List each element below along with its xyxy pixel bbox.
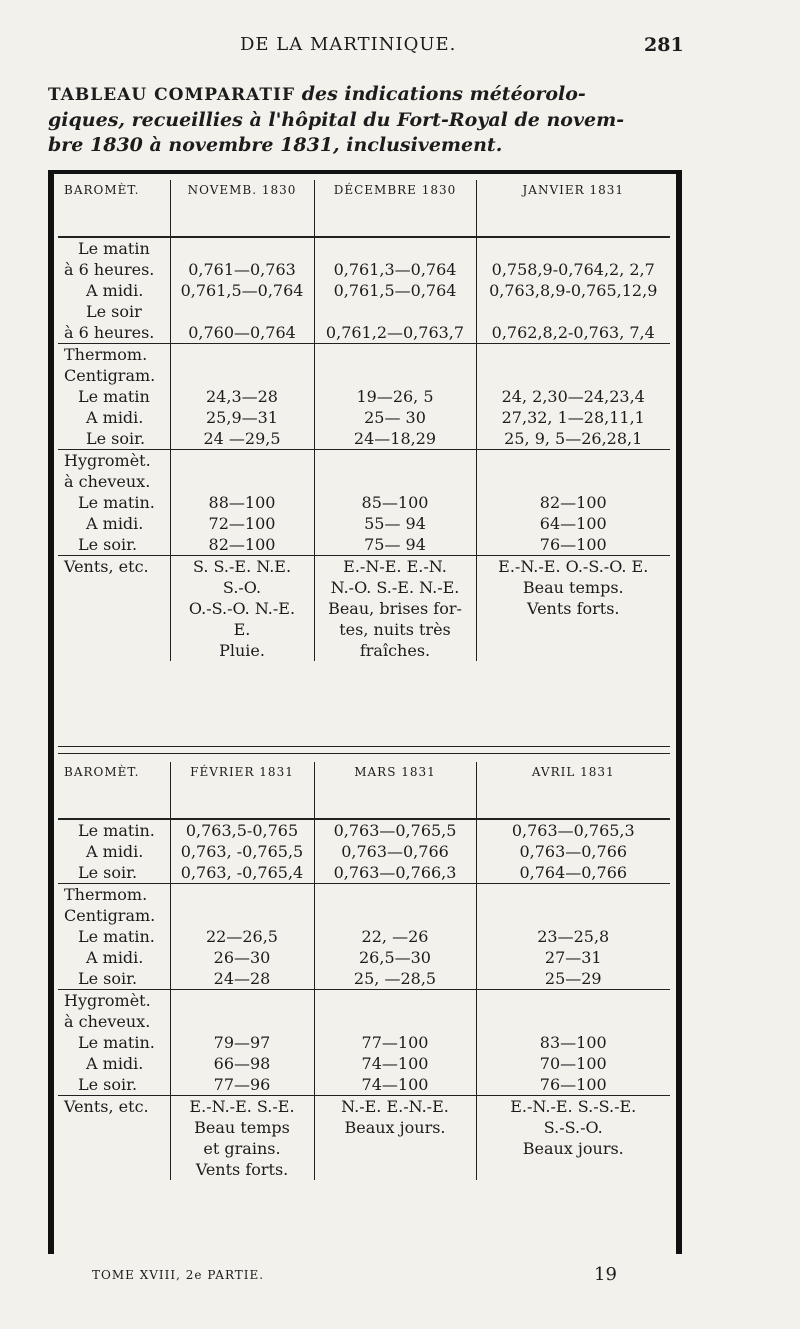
running-head	[0, 34, 800, 64]
hygrometer-month-3	[476, 990, 670, 1096]
winds-group	[58, 1096, 670, 1181]
sheet-number: 19	[594, 1264, 617, 1285]
cell-value: O.-S.-O. N.-E.	[188, 599, 296, 618]
row-label: Thermom.	[64, 885, 148, 904]
cell-value: 0,761,5—0,764	[333, 281, 457, 300]
cell-value: 66—98	[213, 1054, 271, 1073]
winds-month-3	[476, 556, 670, 662]
cell-value: 0,763—0,766,3	[333, 863, 457, 882]
cell-value: E.-N.-E. S.-E.	[189, 1097, 295, 1116]
winds-label	[58, 1096, 170, 1181]
thermometer-group	[58, 884, 670, 990]
cell-value: tes, nuits très	[339, 620, 451, 639]
section-divider	[58, 746, 670, 754]
header-month-1: FÉVRIER 1831	[170, 762, 314, 819]
thermometer-month-3	[476, 884, 670, 990]
cell-value: 24—18,29	[353, 429, 437, 448]
row-label: Centigram.	[64, 366, 156, 385]
cell-value: 27,32, 1—28,11,1	[501, 408, 645, 427]
table-section-1	[58, 180, 670, 661]
header-barometer: BAROMÈT.	[58, 180, 170, 237]
cell-value: 24, 2,30—24,23,4	[501, 387, 645, 406]
row-label: Le matin	[78, 387, 150, 406]
winds-month-1	[170, 1096, 314, 1181]
cell-value: 0,763—0,766	[341, 842, 449, 861]
cell-value: 0,763, -0,765,5	[180, 842, 304, 861]
header-month-3: JANVIER 1831	[476, 180, 670, 237]
hygrometer-month-3	[476, 450, 670, 556]
row-label: A midi.	[86, 1054, 144, 1073]
row-label: A midi.	[86, 514, 144, 533]
row-label: à 6 heures.	[64, 260, 155, 279]
cell-value: 0,763,5-0,765	[185, 821, 299, 840]
header-month-2: MARS 1831	[314, 762, 476, 819]
cell-value: Pluie.	[219, 641, 265, 660]
cell-value: 25—29	[544, 969, 602, 988]
running-title: DE LA MARTINIQUE.	[240, 34, 457, 55]
cell-value: 64—100	[539, 514, 607, 533]
cell-value: 76—100	[539, 1075, 607, 1094]
cell-value: 74—100	[361, 1075, 429, 1094]
cell-value: N.-E. E.-N.-E.	[341, 1097, 449, 1116]
cell-value: 0,762,8,2-0,763, 7,4	[491, 323, 655, 342]
cell-value: 0,763—0,766	[519, 842, 628, 861]
thermometer-month-3	[476, 344, 670, 450]
row-label: A midi.	[86, 948, 144, 967]
cell-value: S.-O.	[222, 578, 262, 597]
table-caption	[48, 82, 708, 158]
header-row	[58, 762, 670, 819]
header-barometer: BAROMÈT.	[58, 762, 170, 819]
barometer-month-3	[476, 819, 670, 884]
cell-value: S. S.-E. N.E.	[192, 557, 292, 576]
hygrometer-month-1	[170, 450, 314, 556]
hygrometer-group	[58, 990, 670, 1096]
cell-value: 72—100	[208, 514, 276, 533]
row-label: à 6 heures.	[64, 323, 155, 342]
cell-value: 76—100	[539, 535, 607, 554]
cell-value: 25— 30	[364, 408, 426, 427]
cell-value: 24—28	[213, 969, 271, 988]
winds-month-2	[314, 1096, 476, 1181]
winds-month-1	[170, 556, 314, 662]
row-label: Le soir.	[78, 1075, 138, 1094]
cell-value: 82—100	[539, 493, 607, 512]
barometer-group	[58, 819, 670, 884]
hygrometer-group	[58, 450, 670, 556]
cell-value: 88—100	[208, 493, 276, 512]
winds-group	[58, 556, 670, 662]
cell-value: 22, —26	[361, 927, 429, 946]
cell-value: 75— 94	[364, 535, 426, 554]
row-label: A midi.	[86, 281, 144, 300]
row-label: A midi.	[86, 842, 144, 861]
barometer-group	[58, 237, 670, 344]
header-row	[58, 180, 670, 237]
row-label: Le soir	[86, 302, 142, 321]
cell-value: 55— 94	[364, 514, 426, 533]
cell-value: 25, —28,5	[353, 969, 437, 988]
row-label: Le soir.	[78, 863, 138, 882]
header-month-3: AVRIL 1831	[476, 762, 670, 819]
row-label: Thermom.	[64, 345, 148, 364]
cell-value: 26—30	[213, 948, 271, 967]
cell-value: 24 —29,5	[203, 429, 281, 448]
row-label: A midi.	[86, 408, 144, 427]
cell-value: 77—96	[213, 1075, 271, 1094]
row-label: Vents, etc.	[64, 557, 149, 576]
thermometer-month-1	[170, 344, 314, 450]
cell-value: 0,763—0,765,5	[333, 821, 457, 840]
thermometer-month-2	[314, 344, 476, 450]
cell-value: 0,760—0,764	[188, 323, 296, 342]
cell-value: E.	[233, 620, 251, 639]
row-label: Hygromèt.	[64, 451, 151, 470]
cell-value: 0,761,2—0,763,7	[325, 323, 465, 342]
cell-value: 83—100	[539, 1033, 607, 1052]
barometer-month-3	[476, 237, 670, 344]
cell-value: 25,9—31	[206, 408, 278, 427]
cell-value: fraîches.	[359, 641, 431, 660]
cell-value: 0,761,3—0,764	[333, 260, 457, 279]
cell-value: 22—26,5	[206, 927, 278, 946]
row-label: Le matin.	[78, 1033, 155, 1052]
winds-label	[58, 556, 170, 662]
cell-value: 79—97	[213, 1033, 271, 1052]
cell-value: E.-N.-E. O.-S.-O. E.	[498, 557, 649, 576]
cell-value: Beau temps	[194, 1118, 290, 1137]
header-month-1: NOVEMB. 1830	[170, 180, 314, 237]
cell-value: 0,763—0,765,3	[511, 821, 635, 840]
volume-signature: TOME XVIII, 2e PARTIE.	[92, 1268, 265, 1282]
hygrometer-month-2	[314, 990, 476, 1096]
barometer-month-2	[314, 819, 476, 884]
row-label: Le matin.	[78, 821, 155, 840]
row-label: Le soir.	[78, 535, 138, 554]
row-label: Le matin.	[78, 493, 155, 512]
cell-value: S.-S.-O.	[543, 1118, 603, 1137]
winds-month-2	[314, 556, 476, 662]
table-section-2	[58, 762, 670, 1180]
cell-value: N.-O. S.-E. N.-E.	[330, 578, 460, 597]
barometer-labels	[58, 237, 170, 344]
row-label: Centigram.	[64, 906, 156, 925]
barometer-labels	[58, 819, 170, 884]
cell-value: 19—26, 5	[356, 387, 434, 406]
hygrometer-labels	[58, 990, 170, 1096]
cell-value: Beau, brises for-	[328, 599, 462, 618]
cell-value: Beaux jours.	[344, 1118, 446, 1137]
cell-value: 82—100	[208, 535, 276, 554]
cell-value: 0,761—0,763	[188, 260, 296, 279]
cell-value: 0,763, -0,765,4	[180, 863, 304, 882]
thermometer-labels	[58, 344, 170, 450]
cell-value: 85—100	[361, 493, 429, 512]
cell-value: Beaux jours.	[522, 1139, 624, 1158]
cell-value: 26,5—30	[359, 948, 431, 967]
cell-value: 23—25,8	[537, 927, 610, 946]
row-label: à cheveux.	[64, 472, 151, 491]
cell-value: 0,764—0,766	[519, 863, 628, 882]
row-label: Hygromèt.	[64, 991, 151, 1010]
barometer-month-1	[170, 819, 314, 884]
hygrometer-month-1	[170, 990, 314, 1096]
cell-value: 24,3—28	[206, 387, 278, 406]
cell-value: 0,761,5—0,764	[180, 281, 304, 300]
thermometer-labels	[58, 884, 170, 990]
row-label: Le soir.	[78, 969, 138, 988]
page-number: 281	[644, 34, 684, 56]
caption-line-1: des indications météorolo-	[301, 83, 586, 105]
cell-value: 27—31	[544, 948, 602, 967]
cell-value: 74—100	[361, 1054, 429, 1073]
row-label: Vents, etc.	[64, 1097, 149, 1116]
hygrometer-month-2	[314, 450, 476, 556]
cell-value: Vents forts.	[195, 1160, 289, 1179]
thermometer-month-1	[170, 884, 314, 990]
cell-value: et grains.	[203, 1139, 281, 1158]
cell-value: 25, 9, 5—26,28,1	[504, 429, 643, 448]
thermometer-month-2	[314, 884, 476, 990]
cell-value: 0,758,9-0,764,2, 2,7	[491, 260, 655, 279]
row-label: Le matin.	[78, 927, 155, 946]
cell-value: Beau temps.	[522, 578, 624, 597]
cell-value: E.-N-E. E.-N.	[343, 557, 447, 576]
row-label: Le soir.	[86, 429, 146, 448]
cell-value: 0,763,8,9-0,765,12,9	[489, 281, 658, 300]
header-month-2: DÉCEMBRE 1830	[314, 180, 476, 237]
page-footer	[0, 1264, 800, 1292]
winds-month-3	[476, 1096, 670, 1181]
barometer-month-2	[314, 237, 476, 344]
caption-line-2: giques, recueillies à l'hôpital du Fort-Royal de novem-	[48, 109, 625, 131]
cell-value: 77—100	[361, 1033, 429, 1052]
row-label: à cheveux.	[64, 1012, 151, 1031]
hygrometer-labels	[58, 450, 170, 556]
cell-value: Vents forts.	[526, 599, 620, 618]
caption-line-3: bre 1830 à novembre 1831, inclusivement.	[48, 134, 503, 156]
caption-lead: TABLEAU COMPARATIF	[48, 85, 296, 105]
cell-value: 70—100	[539, 1054, 607, 1073]
thermometer-group	[58, 344, 670, 450]
barometer-month-1	[170, 237, 314, 344]
row-label: Le matin	[78, 239, 150, 258]
cell-value: E.-N.-E. S.-S.-E.	[510, 1097, 637, 1116]
